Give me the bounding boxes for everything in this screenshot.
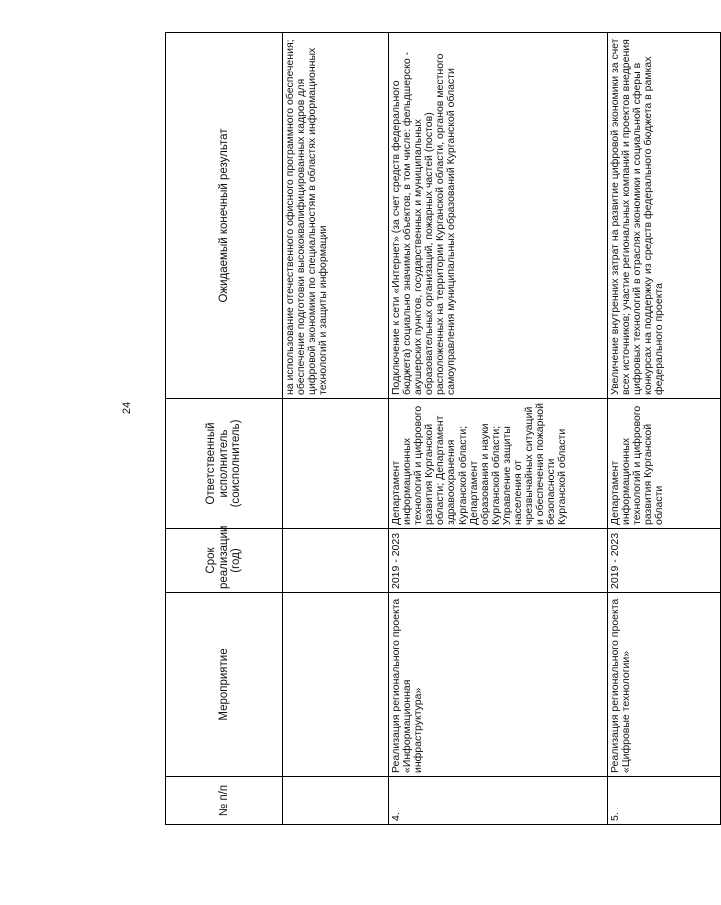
cell-executor: Департамент информационных технологий и цифрового развития Курганской области [608, 399, 721, 529]
rotated-page-content [165, 33, 666, 825]
cell-num: 4. [389, 777, 608, 825]
header-period: Срок реализации (год) [166, 529, 283, 593]
cell-period: 2019 - 2023 [389, 529, 608, 593]
cell-activity: Реализация регионального проекта «Информационная инфраструктура» [389, 593, 608, 777]
table-row [608, 33, 721, 825]
cell-result: Подключение к сети «Интернет» (за счет средств федерального бюджета) социально значимых объектов, в том числе: фельдшерско - акушерских пунктов, государственных и муниципальных образовательных организаций, пожарных частей (постов) расположенных на территории Курганской области, органов местного самоуправления муниципальных образований Курганской области [389, 33, 608, 399]
table-row [389, 33, 608, 825]
page-number: 24 [121, 401, 133, 415]
cell-result: Увеличение внутренних затрат на развитие цифровой экономики за счет всех источников; участие региональных компаний и проектов внедрения цифровых технологий в отраслях экономики и социальной сферы в конкурсах на поддержку из средств федерального бюджета в рамках федерального проекта [608, 33, 721, 399]
header-executor: Ответственный исполнитель (соисполнитель) [166, 399, 283, 529]
cell-activity: Реализация регионального проекта «Цифровые технологии» [608, 593, 721, 777]
activities-table [165, 32, 721, 825]
header-activity: Мероприятие [166, 593, 283, 777]
cell-period [283, 529, 389, 593]
cell-activity [283, 593, 389, 777]
cell-executor: Департамент информационных технологий и цифрового развития Курганской области; Департамент здравоохранения Курганской области; Департамент образования и науки Курганской области; Управление защиты населения от чрезвычайных ситуаций и обеспечения пожарной безопасности Курганской области [389, 399, 608, 529]
header-result: Ожидаемый конечный результат [166, 33, 283, 399]
cell-executor [283, 399, 389, 529]
cell-result: на использование отечественного офисного программного обеспечения; обеспечение подготовки высококвалифицированных кадров для цифровой экономики по специальностям в областях информационных технологий и защиты информации [283, 33, 389, 399]
cell-period: 2019 - 2023 [608, 529, 721, 593]
cell-num [283, 777, 389, 825]
header-num: № п/п [166, 777, 283, 825]
table-row-continuation [283, 33, 389, 825]
table-header-row [166, 33, 283, 825]
cell-num: 5. [608, 777, 721, 825]
